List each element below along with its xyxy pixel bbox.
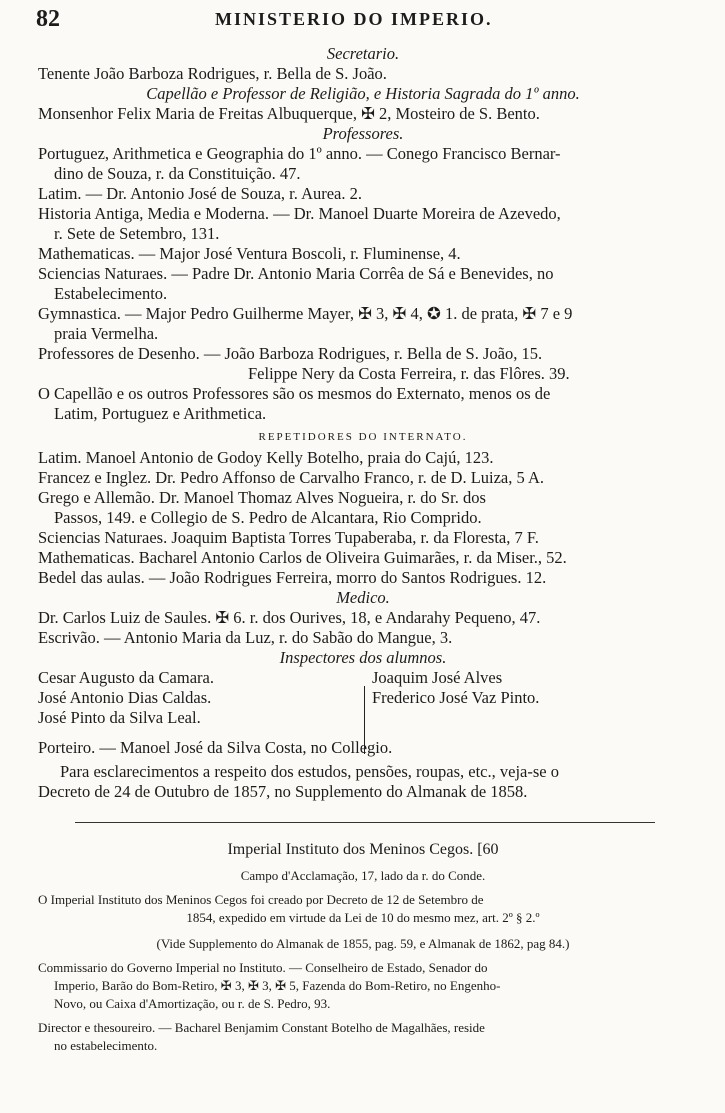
entry-line: Dr. Carlos Luiz de Saules. ✠ 6. r. dos Ourives, 18, e Andarahy Pequeno, 47. — [38, 608, 541, 627]
institute-line: Novo, ou Caixa d'Amortização, ou r. de S. Pedro, 93. — [54, 996, 331, 1011]
section-heading-medico: Medico. — [336, 588, 390, 607]
institute-title: Imperial Instituto dos Meninos Cegos. [60 — [227, 841, 499, 858]
inspector-name: Frederico José Vaz Pinto. — [372, 688, 540, 707]
entry-line: Monsenhor Felix Maria de Freitas Albuquerque, ✠ 2, Mosteiro de S. Bento. — [38, 104, 540, 123]
inspector-name: José Pinto da Silva Leal. — [38, 708, 201, 727]
note-line: Para esclarecimentos a respeito dos estudos, pensões, roupas, etc., veja-se o — [60, 762, 559, 781]
institute-line: Commissario do Governo Imperial no Instituto. — Conselheiro de Estado, Senador do — [38, 960, 488, 975]
entry-line: Estabelecimento. — [54, 284, 168, 303]
section-heading-inspectores: Inspectores dos alumnos. — [279, 648, 447, 667]
section-heading-secretario: Secretario. — [326, 44, 400, 63]
institute-line: (Vide Supplemento do Almanak de 1855, pag. 59, e Almanak de 1862, pag 84.) — [156, 936, 570, 951]
page-number: 82 — [36, 6, 60, 32]
institute-address: Campo d'Acclamação, 17, lado da r. do Conde. — [240, 868, 486, 883]
entry-line: Portuguez, Arithmetica e Geographia do 1º anno. — Conego Francisco Bernar- — [38, 144, 561, 163]
institute-line: no estabelecimento. — [54, 1038, 158, 1053]
inspector-name: Joaquim José Alves — [372, 668, 503, 687]
entry-line: Mathematicas. Bacharel Antonio Carlos de Oliveira Guimarães, r. da Miser., 52. — [38, 548, 567, 567]
entry-line: Mathematicas. — Major José Ventura Boscoli, r. Fluminense, 4. — [38, 244, 461, 263]
entry-line: Bedel das aulas. — João Rodrigues Ferreira, morro do Santos Rodrigues. 12. — [38, 568, 547, 587]
inspector-name: José Antonio Dias Caldas. — [38, 688, 212, 707]
entry-line: dino de Souza, r. da Constituição. 47. — [54, 164, 301, 183]
entry-line: Sciencias Naturaes. Joaquim Baptista Torres Tupaberaba, r. da Floresta, 7 F. — [38, 528, 539, 547]
entry-line: O Capellão e os outros Professores são os mesmos do Externato, menos os de — [38, 384, 551, 403]
note-line: Decreto de 24 de Outubro de 1857, no Supplemento do Almanak de 1858. — [38, 782, 528, 801]
entry-line: Professores de Desenho. — João Barboza Rodrigues, r. Bella de S. João, 15. — [38, 344, 543, 363]
entry-line: r. Sete de Setembro, 131. — [54, 224, 220, 243]
entry-line: Tenente João Barboza Rodrigues, r. Bella de S. João. — [38, 64, 387, 83]
institute-line: Director e thesoureiro. — Bacharel Benjamim Constant Botelho de Magalhães, reside — [38, 1020, 485, 1035]
entry-line: praia Vermelha. — [54, 324, 159, 343]
institute-line: O Imperial Instituto dos Meninos Cegos foi creado por Decreto de 12 de Setembro de — [38, 892, 484, 907]
entry-line: Latim. — Dr. Antonio José de Souza, r. Aurea. 2. — [38, 184, 362, 203]
running-head: MINISTERIO DO IMPERIO. — [215, 9, 493, 29]
institute-line: Imperio, Barão do Bom-Retiro, ✠ 3, ✠ 3, ✠ 5, Fazenda do Bom-Retiro, no Engenho- — [54, 978, 501, 993]
entry-line: Latim. Manoel Antonio de Godoy Kelly Botelho, praia do Cajú, 123. — [38, 448, 494, 467]
entry-line: Felippe Nery da Costa Ferreira, r. das Flôres. 39. — [248, 364, 570, 383]
entry-line: Passos, 149. e Collegio de S. Pedro de Alcantara, Rio Comprido. — [54, 508, 482, 527]
section-heading-repetidores: REPETIDORES DO INTERNATO. — [258, 431, 468, 443]
entry-line: Gymnastica. — Major Pedro Guilherme Mayer, ✠ 3, ✠ 4, ✪ 1. de prata, ✠ 7 e 9 — [38, 304, 573, 323]
entry-line: Grego e Allemão. Dr. Manoel Thomaz Alves Nogueira, r. do Sr. dos — [38, 488, 486, 507]
section-divider — [75, 822, 655, 823]
institute-line: 1854, expedido em virtude da Lei de 10 do mesmo mez, art. 2º § 2.º — [186, 910, 540, 925]
entry-line: Sciencias Naturaes. — Padre Dr. Antonio Maria Corrêa de Sá e Benevides, no — [38, 264, 554, 283]
section-heading-professores: Professores. — [322, 124, 404, 143]
entry-line: Latim, Portuguez e Arithmetica. — [54, 404, 267, 423]
entry-line: Escrivão. — Antonio Maria da Luz, r. do Sabão do Mangue, 3. — [38, 628, 453, 647]
entry-line: Francez e Inglez. Dr. Pedro Affonso de Carvalho Franco, r. de D. Luiza, 5 A. — [38, 468, 545, 487]
entry-line: Historia Antiga, Media e Moderna. — Dr. Manoel Duarte Moreira de Azevedo, — [38, 204, 561, 223]
porteiro-line: Porteiro. — Manoel José da Silva Costa, no Collegio. — [38, 738, 393, 757]
section-heading-capellao: Capellão e Professor de Religião, e Historia Sagrada do 1º anno. — [146, 84, 580, 103]
inspector-name: Cesar Augusto da Camara. — [38, 668, 214, 687]
